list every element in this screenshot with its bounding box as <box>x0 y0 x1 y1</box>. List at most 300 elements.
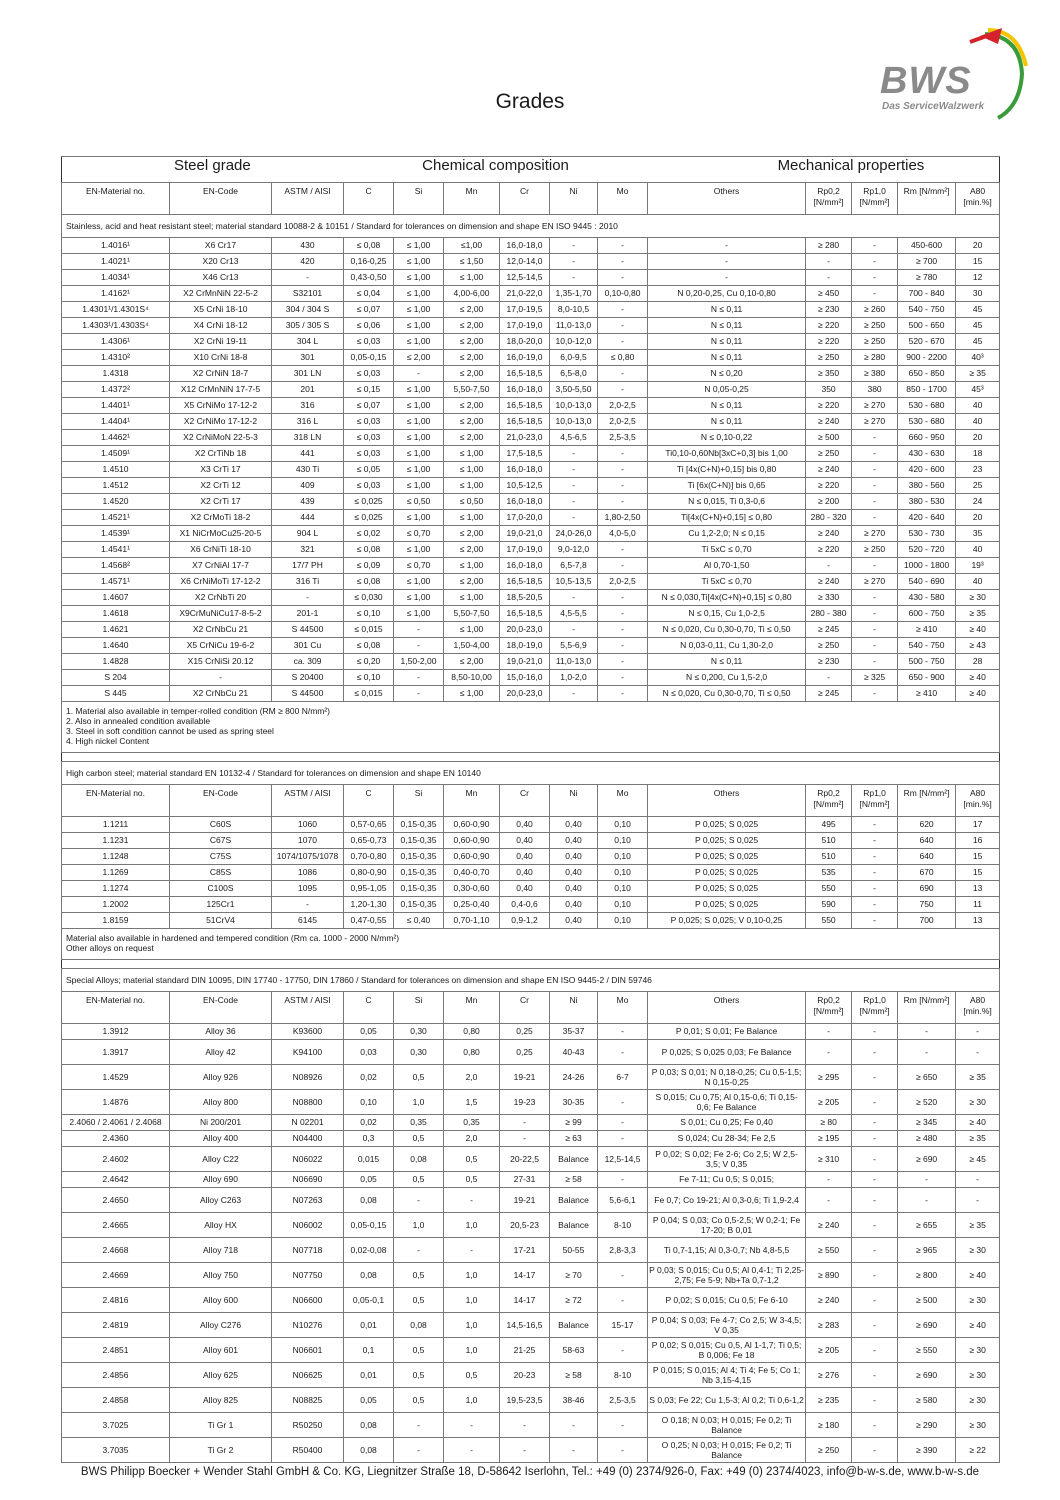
table-cell: 0,80-0,90 <box>344 865 394 881</box>
table-cell: S 445 <box>62 686 170 702</box>
table-cell: 8,50-10,00 <box>444 670 500 686</box>
table-cell: Ti Gr 2 <box>170 1438 272 1463</box>
table-cell: 1.4404¹ <box>62 414 170 430</box>
table-cell: 1.4607 <box>62 590 170 606</box>
table-cell: 439 <box>272 494 344 510</box>
table-row <box>62 1115 1000 1131</box>
table-cell: ≥ 240 <box>806 414 852 430</box>
table-cell: 1,80-2,50 <box>598 510 648 526</box>
table-cell: 1,50-2,00 <box>394 654 444 670</box>
group-header: Mechanical properties <box>648 157 1000 183</box>
table-cell: ≥ 270 <box>852 414 898 430</box>
table-cell: 40 <box>956 398 1000 414</box>
section-title-row <box>62 215 1000 238</box>
table-cell: 1.4539¹ <box>62 526 170 542</box>
table-cell: X5 CrNi 18-10 <box>170 302 272 318</box>
table-cell: 24,0-26,0 <box>550 526 598 542</box>
table-row <box>62 1238 1000 1263</box>
table-cell: Ti Gr 1 <box>170 1413 272 1438</box>
gap-cell <box>62 753 1000 762</box>
table-cell: 0,25 <box>500 1040 550 1065</box>
table-cell: 318 LN <box>272 430 344 446</box>
table-cell: ≥ 63 <box>550 1131 598 1147</box>
table-cell: 12,5-14,5 <box>500 270 550 286</box>
table-cell: 495 <box>806 817 852 833</box>
table-cell: - <box>500 1413 550 1438</box>
table-cell: - <box>852 881 898 897</box>
table-cell: 530 - 680 <box>898 398 956 414</box>
table-cell: ≥ 40 <box>956 686 1000 702</box>
table-cell: Ti [6x(C+N)] bis 0,65 <box>648 478 806 494</box>
table-cell: 0,05 <box>344 1024 394 1040</box>
table-cell: 15 <box>956 849 1000 865</box>
table-cell: 23 <box>956 462 1000 478</box>
table-cell: 0,05-0,1 <box>344 1288 394 1313</box>
table-cell: 16,0-18,0 <box>500 382 550 398</box>
table-cell: ≥ 310 <box>806 1147 852 1172</box>
table-cell: N ≤ 0,11 <box>648 398 806 414</box>
table-cell: X3 CrTi 17 <box>170 462 272 478</box>
table-cell: 16,5-18,5 <box>500 366 550 382</box>
table-cell: - <box>598 1438 648 1463</box>
table-cell: ≥ 780 <box>898 270 956 286</box>
table-cell: C100S <box>170 881 272 897</box>
table-cell: 540 - 750 <box>898 638 956 654</box>
table-cell: - <box>550 254 598 270</box>
table-row <box>62 334 1000 350</box>
table-cell: - <box>598 254 648 270</box>
table-cell: N ≤ 0,10-0,22 <box>648 430 806 446</box>
table-cell: ≥ 965 <box>898 1238 956 1263</box>
table-cell: 12,5-14,5 <box>598 1147 648 1172</box>
table-cell: 1,50-4,00 <box>444 638 500 654</box>
table-cell: 1.4310² <box>62 350 170 366</box>
table-cell: 40-43 <box>550 1040 598 1065</box>
table-cell: ≤ 1,00 <box>394 590 444 606</box>
table-cell: 1070 <box>272 833 344 849</box>
table-cell: N ≤ 0,11 <box>648 414 806 430</box>
table-cell: 0,10 <box>598 849 648 865</box>
table-row <box>62 398 1000 414</box>
table-cell: N08926 <box>272 1065 344 1090</box>
table-cell: ≥ 22 <box>956 1438 1000 1463</box>
table-cell: 16,5-18,5 <box>500 606 550 622</box>
table-cell: - <box>500 1115 550 1131</box>
table-cell: - <box>852 1388 898 1413</box>
table-cell: 0,65-0,73 <box>344 833 394 849</box>
table-cell: 0,10 <box>344 1090 394 1115</box>
table-cell: - <box>852 1188 898 1213</box>
table-cell: - <box>598 558 648 574</box>
table-cell: ≤ 0,70 <box>394 558 444 574</box>
table-cell: X2 CrNbTi 20 <box>170 590 272 606</box>
table-cell: - <box>852 238 898 254</box>
table-cell: 0,1 <box>344 1338 394 1363</box>
table-cell: 0,43-0,50 <box>344 270 394 286</box>
table-cell: Balance <box>550 1147 598 1172</box>
table-cell: N06600 <box>272 1288 344 1313</box>
table-cell: Alloy 690 <box>170 1172 272 1188</box>
table-cell: 0,5 <box>394 1263 444 1288</box>
table-cell: N06002 <box>272 1213 344 1238</box>
table-cell: ≥ 700 <box>898 254 956 270</box>
column-header: Si <box>394 785 444 817</box>
table-row <box>62 270 1000 286</box>
table-cell: 1.1211 <box>62 817 170 833</box>
table-cell: Ti 0,7-1,15; Al 0,3-0,7; Nb 4,8-5,5 <box>648 1238 806 1263</box>
table-cell: ≤ 1,50 <box>444 254 500 270</box>
table-cell: 24 <box>956 494 1000 510</box>
table-cell: ≤ 1,00 <box>394 414 444 430</box>
table-cell: 10,0-13,0 <box>550 398 598 414</box>
table-cell: - <box>852 686 898 702</box>
table-cell: - <box>852 1024 898 1040</box>
column-header: Mn <box>444 992 500 1024</box>
table-cell: 1.4034¹ <box>62 270 170 286</box>
table-cell: N ≤ 0,030,Ti[4x(C+N)+0,15] ≤ 0,80 <box>648 590 806 606</box>
table-cell: ≤ 2,00 <box>444 350 500 366</box>
table-cell: 441 <box>272 446 344 462</box>
section-gap <box>62 753 1000 762</box>
table-cell: 19-21 <box>500 1065 550 1090</box>
table-cell: 0,10 <box>598 897 648 913</box>
table-cell: 0,08 <box>394 1147 444 1172</box>
table-cell: ≤ 1,00 <box>444 270 500 286</box>
table-cell: 0,5 <box>444 1147 500 1172</box>
table-cell: ≥ 280 <box>852 350 898 366</box>
table-cell: ≥ 240 <box>806 526 852 542</box>
table-cell: ≤ 0,025 <box>344 494 394 510</box>
table-cell: ≤ 0,03 <box>344 334 394 350</box>
table-cell: 850 - 1700 <box>898 382 956 398</box>
table-cell: ≥ 220 <box>806 398 852 414</box>
table-cell: X2 CrMnNiN 22-5-2 <box>170 286 272 302</box>
table-cell: 0,10-0,80 <box>598 286 648 302</box>
table-cell: 0,08 <box>344 1263 394 1288</box>
table-cell: - <box>550 1413 598 1438</box>
table-cell: 3.7025 <box>62 1413 170 1438</box>
table-row <box>62 414 1000 430</box>
table-cell: K94100 <box>272 1040 344 1065</box>
table-cell: - <box>852 1065 898 1090</box>
table-cell: ≥ 380 <box>852 366 898 382</box>
section-gap <box>62 960 1000 969</box>
table-cell: - <box>956 1024 1000 1040</box>
table-row <box>62 849 1000 865</box>
table-cell: Alloy 601 <box>170 1338 272 1363</box>
table-cell: 0,05-0,15 <box>344 1213 394 1238</box>
table-cell: ≤ 0,08 <box>344 638 394 654</box>
table-cell: - <box>852 654 898 670</box>
table-cell: 0,25 <box>500 1024 550 1040</box>
table-cell: 0,9-1,2 <box>500 913 550 929</box>
table-cell: - <box>852 1363 898 1388</box>
table-cell: ≥ 250 <box>806 1438 852 1463</box>
section-title: High carbon steel; material standard EN 10132-4 / Standard for tolerances on dimension and shape EN 10140 <box>62 762 1000 785</box>
table-cell: X2 CrNiMo 17-12-2 <box>170 414 272 430</box>
table-cell: N06625 <box>272 1363 344 1388</box>
table-cell: 620 <box>898 817 956 833</box>
table-cell: ≥ 35 <box>956 1213 1000 1238</box>
table-cell: 1.1274 <box>62 881 170 897</box>
table-cell: S32101 <box>272 286 344 302</box>
table-row <box>62 1040 1000 1065</box>
table-cell: 21-25 <box>500 1338 550 1363</box>
table-cell: ≥ 220 <box>806 542 852 558</box>
table-cell: 1086 <box>272 865 344 881</box>
table-row <box>62 622 1000 638</box>
table-cell: ≥ 30 <box>956 1363 1000 1388</box>
page-title: Grades <box>495 90 565 113</box>
group-header: Chemical composition <box>344 157 648 183</box>
table-cell: 316 L <box>272 414 344 430</box>
table-cell: ≥ 240 <box>806 574 852 590</box>
table-cell: 550 <box>806 881 852 897</box>
table-cell: - <box>852 270 898 286</box>
table-cell: ≥ 280 <box>806 238 852 254</box>
table-cell: P 0,01; S 0,01; Fe Balance <box>648 1024 806 1040</box>
table-cell: ≥ 30 <box>956 1338 1000 1363</box>
table-cell: 1,0 <box>444 1288 500 1313</box>
table-cell: 2,0-2,5 <box>598 414 648 430</box>
table-cell: ≤ 2,00 <box>444 542 500 558</box>
table-cell: ≥ 220 <box>806 318 852 334</box>
table-row <box>62 1065 1000 1090</box>
table-cell: - <box>550 590 598 606</box>
table-cell: S 20400 <box>272 670 344 686</box>
table-cell: 640 <box>898 833 956 849</box>
table-cell: 2.4650 <box>62 1188 170 1213</box>
table-cell: 0,5 <box>444 1363 500 1388</box>
table-cell: 1.8159 <box>62 913 170 929</box>
table-cell: 10,5-13,5 <box>550 574 598 590</box>
table-cell: ≥ 43 <box>956 638 1000 654</box>
table-cell: 0,10 <box>598 817 648 833</box>
table-cell: 0,80 <box>444 1040 500 1065</box>
table-cell: 0,30 <box>394 1024 444 1040</box>
table-row <box>62 430 1000 446</box>
table-row <box>62 817 1000 833</box>
table-cell: 8-10 <box>598 1213 648 1238</box>
table-cell: - <box>598 318 648 334</box>
table-cell: 1060 <box>272 817 344 833</box>
table-cell: 25 <box>956 478 1000 494</box>
table-cell: 17 <box>956 817 1000 833</box>
table-cell: 0,5 <box>394 1131 444 1147</box>
column-header: A80 [min.%] <box>956 992 1000 1024</box>
table-cell: X12 CrMnNiN 17-7-5 <box>170 382 272 398</box>
table-cell: N ≤ 0,200, Cu 1,5-2,0 <box>648 670 806 686</box>
table-cell: 4,5-5,5 <box>550 606 598 622</box>
table-cell: 12,0-14,0 <box>500 254 550 270</box>
table-cell: ≥ 245 <box>806 622 852 638</box>
table-cell: 590 <box>806 897 852 913</box>
table-cell: 35 <box>956 526 1000 542</box>
table-cell: - <box>852 606 898 622</box>
table-cell: 1.1248 <box>62 849 170 865</box>
table-cell: R50250 <box>272 1413 344 1438</box>
table-cell: 535 <box>806 865 852 881</box>
column-header: A80 [min.%] <box>956 183 1000 215</box>
table-row <box>62 478 1000 494</box>
table-cell: - <box>598 462 648 478</box>
table-cell: - <box>550 686 598 702</box>
table-row <box>62 238 1000 254</box>
table-cell: P 0,03; S 0,01; N 0,18-0,25; Cu 0,5-1,5; N 0,15-0,25 <box>648 1065 806 1090</box>
table-cell: ≥ 550 <box>806 1238 852 1263</box>
table-cell: ≤ 0,50 <box>394 494 444 510</box>
column-header: EN-Code <box>170 183 272 215</box>
table-cell: 1.4303¹/1.4303S⁴ <box>62 318 170 334</box>
table-cell: ≥ 30 <box>956 1388 1000 1413</box>
table-cell: - <box>852 638 898 654</box>
table-cell: ≥ 80 <box>806 1115 852 1131</box>
table-cell: 350 <box>806 382 852 398</box>
column-header: Rp1,0 [N/mm²] <box>852 183 898 215</box>
column-header: C <box>344 785 394 817</box>
table-cell: ≥ 99 <box>550 1115 598 1131</box>
table-cell: N ≤ 0,20 <box>648 366 806 382</box>
table-cell: ≤ 0,70 <box>394 526 444 542</box>
table-cell: 2,0 <box>444 1131 500 1147</box>
table-cell: ≤ 1,00 <box>394 382 444 398</box>
table-cell: ≤ 0,02 <box>344 526 394 542</box>
table-cell: ≤ 0,09 <box>344 558 394 574</box>
table-cell: - <box>956 1040 1000 1065</box>
table-row <box>62 558 1000 574</box>
table-cell: - <box>598 382 648 398</box>
column-header: EN-Code <box>170 785 272 817</box>
table-cell: 2,0-2,5 <box>598 398 648 414</box>
table-cell: 4,0-5,0 <box>598 526 648 542</box>
table-cell: S 204 <box>62 670 170 686</box>
table-cell: 40³ <box>956 350 1000 366</box>
table-cell: 1,0 <box>394 1213 444 1238</box>
note-line: Other alloys on request <box>66 943 154 953</box>
table-cell: 2,0 <box>444 1065 500 1090</box>
table-row <box>62 1213 1000 1238</box>
table-cell: 10,0-12,0 <box>550 334 598 350</box>
table-cell: - <box>394 1438 444 1463</box>
column-header-row <box>62 183 1000 215</box>
table-cell: P 0,025; S 0,025 <box>648 833 806 849</box>
table-cell: Alloy C22 <box>170 1147 272 1172</box>
table-cell: - <box>852 1438 898 1463</box>
table-cell: - <box>550 478 598 494</box>
table-cell: 2.4642 <box>62 1172 170 1188</box>
table-cell: O 0,18; N 0,03; H 0,015; Fe 0,2; Ti Balance <box>648 1413 806 1438</box>
table-cell: Alloy 400 <box>170 1131 272 1147</box>
note-line: 2. Also in annealed condition available <box>66 716 211 726</box>
column-header-row <box>62 785 1000 817</box>
table-cell: P 0,02; S 0,015; Cu 0,5; Fe 6-10 <box>648 1288 806 1313</box>
table-cell: S 0,01; Cu 0,25; Fe 0,40 <box>648 1115 806 1131</box>
table-cell: 0,15-0,35 <box>394 881 444 897</box>
table-cell: ≥ 410 <box>898 686 956 702</box>
table-cell: 45 <box>956 318 1000 334</box>
table-cell: ≤ 0,015 <box>344 622 394 638</box>
table-cell: ≥ 240 <box>806 1288 852 1313</box>
table-cell: ≤ 1,00 <box>394 254 444 270</box>
table-cell: P 0,015; S 0,015; Al 4; Ti 4; Fe 5; Co 1; Nb 3,15-4,15 <box>648 1363 806 1388</box>
column-header: Cr <box>500 183 550 215</box>
table-cell: - <box>598 1024 648 1040</box>
table-cell: 0,01 <box>344 1313 394 1338</box>
table-cell: ≤ 0,03 <box>344 414 394 430</box>
table-cell: 1.4618 <box>62 606 170 622</box>
table-cell: 0,10 <box>598 833 648 849</box>
table-cell: 690 <box>898 881 956 897</box>
table-cell: X6 CrNiMoTi 17-12-2 <box>170 574 272 590</box>
table-cell: 45³ <box>956 382 1000 398</box>
table-cell: 1.4568² <box>62 558 170 574</box>
table-cell: 11 <box>956 897 1000 913</box>
table-cell: ≤ 1,00 <box>394 430 444 446</box>
table-cell: ca. 309 <box>272 654 344 670</box>
table-cell: 8,0-10,5 <box>550 302 598 318</box>
table-cell: X9CrMuNiCu17-8-5-2 <box>170 606 272 622</box>
table-cell: ≥ 35 <box>956 1131 1000 1147</box>
table-cell: ≤ 0,40 <box>394 913 444 929</box>
table-cell: 0,5 <box>394 1388 444 1413</box>
table-cell: - <box>550 622 598 638</box>
table-cell: 1,0 <box>444 1388 500 1413</box>
table-cell: 1.4306¹ <box>62 334 170 350</box>
table-cell: 0,40 <box>550 897 598 913</box>
table-cell: - <box>852 1040 898 1065</box>
table-cell: - <box>852 590 898 606</box>
table-cell: 16,5-18,5 <box>500 574 550 590</box>
table-cell: N10276 <box>272 1313 344 1338</box>
table-cell: 0,15-0,35 <box>394 849 444 865</box>
table-cell: X1 NiCrMoCu25-20-5 <box>170 526 272 542</box>
table-cell: 16,0-18,0 <box>500 238 550 254</box>
table-cell: - <box>500 1131 550 1147</box>
table-cell: 19-23 <box>500 1090 550 1115</box>
table-cell: 500 - 750 <box>898 654 956 670</box>
table-cell: 409 <box>272 478 344 494</box>
table-cell: ≤ 0,10 <box>344 670 394 686</box>
table-cell: 18 <box>956 446 1000 462</box>
table-cell: 280 - 380 <box>806 606 852 622</box>
table-cell: ≥ 220 <box>806 334 852 350</box>
table-cell: - <box>598 238 648 254</box>
table-cell: 1.4401¹ <box>62 398 170 414</box>
table-row <box>62 510 1000 526</box>
table-cell: N07263 <box>272 1188 344 1213</box>
table-cell: ≥ 283 <box>806 1313 852 1338</box>
table-cell: ≤ 2,00 <box>444 430 500 446</box>
table-cell: ≤ 0,10 <box>344 606 394 622</box>
table-cell: 304 / 304 S <box>272 302 344 318</box>
table-cell: P 0,04; S 0,03; Co 0,5-2,5; W 0,2-1; Fe 17-20; B 0,01 <box>648 1213 806 1238</box>
table-cell: ≤ 0,08 <box>344 542 394 558</box>
table-cell: ≥ 35 <box>956 1065 1000 1090</box>
table-cell: - <box>444 1238 500 1263</box>
table-cell: 0,08 <box>394 1313 444 1338</box>
table-cell: X2 CrTiNb 18 <box>170 446 272 462</box>
column-header: Rp1,0 [N/mm²] <box>852 785 898 817</box>
table-cell: ≥ 520 <box>898 1090 956 1115</box>
table-row <box>62 1413 1000 1438</box>
table-cell: 5,5-6,9 <box>550 638 598 654</box>
table-cell: ≤ 2,00 <box>444 366 500 382</box>
table-cell: Cu 1,2-2,0; N ≤ 0,15 <box>648 526 806 542</box>
table-cell: 21,0-22,0 <box>500 286 550 302</box>
table-cell: - <box>648 238 806 254</box>
table-cell: 6145 <box>272 913 344 929</box>
table-row <box>62 462 1000 478</box>
